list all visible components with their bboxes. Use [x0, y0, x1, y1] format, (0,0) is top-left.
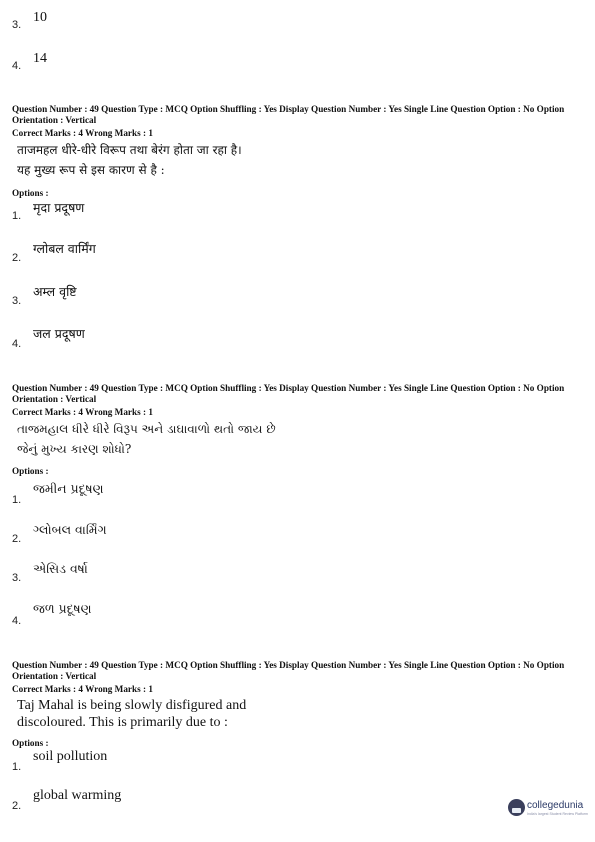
option-number: 4.	[12, 615, 22, 627]
option-text[interactable]: જળ પ્રદૂષણ	[33, 601, 92, 616]
option-text[interactable]: मृदा प्रदूषण	[33, 200, 85, 215]
option-number: 2.	[12, 800, 22, 812]
logo-name: collegedunia	[527, 800, 584, 811]
option-number: 4.	[12, 338, 22, 350]
option-number: 2.	[12, 533, 22, 545]
question-text-line: તાજમહાલ ધીરે ધીરે વિરૂપ અને ડાઘાવાળો થતો જાય છે	[17, 422, 276, 436]
option-text[interactable]: soil pollution	[33, 749, 108, 764]
option-text: 10	[33, 10, 47, 25]
option-text[interactable]: જમીન પ્રદૂષણ	[33, 481, 104, 496]
option-number: 1.	[12, 210, 22, 222]
option-number: 4.	[12, 60, 22, 72]
option-text[interactable]: अम्ल वृष्टि	[33, 284, 77, 299]
question-text-line: ताजमहल धीरे-धीरे विरूप तथा बेरंग होता जा रहा है।	[17, 143, 242, 157]
question-text-line: यह मुख्य रूप से इस कारण से है :	[17, 163, 165, 177]
question-text-line: જેનું મુખ્ય કારણ શોધો?	[17, 442, 132, 456]
question-marks: Correct Marks : 4 Wrong Marks : 1	[12, 684, 153, 694]
question-meta: Question Number : 49 Question Type : MCQ Option Shuffling : Yes Display Question Number : Yes Single Line Question Option : No Option Orientation : Vertical	[12, 383, 565, 404]
question-marks: Correct Marks : 4 Wrong Marks : 1	[12, 128, 153, 138]
options-label: Options :	[12, 466, 49, 476]
collegedunia-logo	[508, 796, 588, 824]
options-label: Options :	[12, 738, 49, 748]
option-text[interactable]: global warming	[33, 788, 122, 803]
option-text[interactable]: ગ્લોબલ વાર્મિંગ	[33, 522, 107, 537]
option-number: 1.	[12, 494, 22, 506]
options-label: Options :	[12, 188, 49, 198]
option-text[interactable]: ग्लोबल वार्मिंग	[33, 241, 96, 256]
option-text[interactable]: એસિડ વર્ષા	[33, 561, 88, 576]
option-number: 2.	[12, 252, 22, 264]
question-meta: Question Number : 49 Question Type : MCQ Option Shuffling : Yes Display Question Number : Yes Single Line Question Option : No Option Orientation : Vertical	[12, 104, 565, 125]
logo-tagline: India's largest Student Review Platform	[527, 812, 588, 816]
option-text[interactable]: जल प्रदूषण	[33, 326, 85, 341]
option-number: 3.	[12, 572, 22, 584]
graduate-icon	[508, 799, 525, 816]
option-number: 1.	[12, 761, 22, 773]
option-number: 3.	[12, 295, 22, 307]
question-text-line: Taj Mahal is being slowly disfigured and	[17, 698, 247, 713]
question-meta: Question Number : 49 Question Type : MCQ Option Shuffling : Yes Display Question Number : Yes Single Line Question Option : No Option Orientation : Vertical	[12, 660, 565, 681]
option-text: 14	[33, 51, 47, 66]
option-number: 3.	[12, 19, 22, 31]
question-marks: Correct Marks : 4 Wrong Marks : 1	[12, 407, 153, 417]
question-text-line: discoloured. This is primarily due to :	[17, 715, 228, 730]
